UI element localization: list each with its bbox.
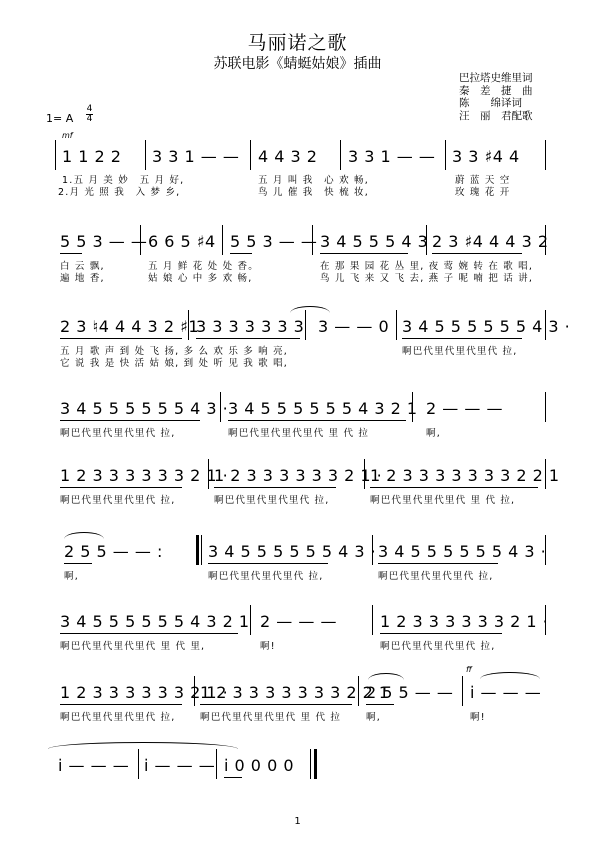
- barline: [188, 310, 189, 340]
- r6-m3-notes: 3 4 5 5 5 5 5 5 4 3 ·: [378, 542, 547, 561]
- r1-lyric2-b: 鸟 儿 催 我 快 梳 妆,: [258, 187, 369, 198]
- barline: [358, 676, 359, 706]
- r1-m2-notes: 3 3 1 — —: [152, 147, 240, 166]
- barline-start: [55, 140, 56, 170]
- r2-lyric1-b: 五 月 鲜 花 处 处 香。: [148, 261, 259, 272]
- credit-arranger: 汪 丽 君配歌: [459, 109, 533, 122]
- final-barline-thin: [310, 749, 311, 779]
- r6-m1-notes: 2 5 5 — — :: [64, 542, 163, 561]
- r9-m3-notes: i̇ 0 0 0 0: [224, 756, 295, 775]
- r2-lyric1-a: 白 云 飘,: [60, 261, 105, 272]
- r5-lyric1-c: 啊巴代里代里代里代 里 代 拉,: [370, 495, 516, 506]
- barline: [545, 392, 546, 422]
- r5-m1-notes: 1 2 3 3 3 3 3 3 2 1 ·: [60, 466, 229, 485]
- barline: [222, 225, 223, 255]
- repeat-barline-thin: [201, 535, 202, 565]
- barline: [445, 140, 446, 170]
- r7-m1-notes: 3 4 5 5 5 5 5 5 4 3 2 1: [60, 612, 250, 631]
- r7-m2-notes: 2 — — —: [260, 612, 337, 631]
- r4-m1-notes: 3 4 5 5 5 5 5 5 4 3 ·: [60, 399, 229, 418]
- r7-lyric1-b: 啊!: [260, 641, 276, 652]
- barline: [312, 225, 313, 255]
- r9-m2-notes: i̇ — — —: [144, 756, 216, 775]
- barline: [250, 140, 251, 170]
- r5-m3-notes: 1 2 3 3 3 3 3 3 3 2 2 1: [370, 466, 560, 485]
- barline: [208, 459, 209, 489]
- barline: [250, 605, 251, 635]
- r8-m4-notes: i̇ — — —: [470, 683, 542, 702]
- barline: [145, 140, 146, 170]
- credit-translator: 陈 绵译词: [459, 97, 522, 109]
- r5-lyric1-b: 啊巴代里代里代里代 拉,: [214, 495, 330, 506]
- barline: [305, 310, 306, 340]
- r8-m1-notes: 1 2 3 3 3 3 3 3 2 1 ·: [60, 683, 229, 702]
- barline: [340, 140, 341, 170]
- r2-lyric2-c: 鸟 儿 飞 来 又 飞 去, 燕 子 呢 喃 把 话 讲,: [320, 273, 534, 284]
- r5-lyric1-a: 啊巴代里代里代里代 拉,: [60, 495, 176, 506]
- r2-m4-notes: 3 4 5 5 5 4 3: [320, 232, 429, 251]
- barline: [545, 310, 546, 340]
- r1-lyric2-a: 2.月 光 照 我 入 梦 乡,: [58, 187, 181, 198]
- r5-m2-notes: 1 2 3 3 3 3 3 3 2 1 ·: [214, 466, 383, 485]
- slur: [368, 673, 404, 680]
- barline: [426, 225, 427, 255]
- r2-m5-notes: 2 3 ♯4 4 4 3 2: [432, 232, 549, 251]
- credits-block: [459, 72, 533, 122]
- song-title: 马丽诺之歌: [247, 32, 348, 54]
- barline: [545, 225, 546, 255]
- barline: [545, 605, 546, 635]
- r8-lyric1-d: 啊!: [470, 712, 486, 723]
- barline: [364, 459, 365, 489]
- barline: [545, 140, 546, 170]
- r8-lyric1-a: 啊巴代里代里代里代 拉,: [60, 712, 176, 723]
- barline: [545, 459, 546, 489]
- page-number: 1: [294, 816, 301, 827]
- slur: [64, 532, 104, 539]
- barline: [194, 676, 195, 706]
- r2-m1-notes: 5 5 3 — —: [60, 232, 148, 251]
- tie: [48, 742, 238, 749]
- r3-lyric2-a: 它 说 我 是 快 活 姑 娘, 到 处 听 见 我 歌 唱,: [60, 358, 289, 369]
- r2-lyric1-c: 在 那 果 园 花 丛 里, 夜 莺 婉 转 在 歌 唱,: [320, 261, 534, 272]
- r1-lyric1-a: 1.五 月 美 妙 五 月 好,: [62, 175, 185, 186]
- r4-m2-notes: 3 4 5 5 5 5 5 5 4 3 2 1: [228, 399, 418, 418]
- r7-m3-notes: 1 2 3 3 3 3 3 3 2 1 ·: [380, 612, 549, 631]
- dynamic-ff: ff: [466, 665, 472, 674]
- song-subtitle: 苏联电影《蜻蜓姑娘》插曲: [213, 56, 382, 72]
- barline: [138, 749, 139, 779]
- r4-lyric1-b: 啊巴代里代里代里代 里 代 拉: [228, 428, 370, 439]
- credit-lyricist: 巴拉塔史维里词: [459, 72, 533, 84]
- barline: [462, 676, 463, 706]
- barline: [545, 535, 546, 565]
- r3-m1-notes: 2 3 ♮4 4 4 3 2 ♯1: [60, 317, 199, 336]
- r1-m5-notes: 3 3 ♯4 4: [452, 147, 520, 166]
- tie: [480, 672, 540, 679]
- barline: [412, 392, 413, 422]
- r3-m4-notes: 3 4 5 5 5 5 5 5 4 3 ·: [402, 317, 571, 336]
- r2-m3-notes: 5 5 3 — —: [230, 232, 318, 251]
- r4-lyric1-a: 啊巴代里代里代里代 拉,: [60, 428, 176, 439]
- r1-lyric1-c: 蔚 蓝 天 空: [455, 175, 511, 186]
- r1-m4-notes: 3 3 1 — —: [348, 147, 436, 166]
- r8-lyric1-c: 啊,: [366, 712, 381, 723]
- barline: [216, 749, 217, 779]
- time-signature-bottom: 4: [86, 114, 93, 124]
- r7-lyric1-c: 啊巴代里代里代里代 拉,: [380, 641, 496, 652]
- r3-m2-notes: 3 3 3 3 3 3 3: [196, 317, 305, 336]
- credit-composer: 秦 差 捷 曲: [459, 84, 533, 97]
- dynamic-mf: mf: [62, 131, 73, 140]
- tie: [290, 306, 330, 313]
- r6-lyric1-c: 啊巴代里代里代里代 拉,: [378, 571, 494, 582]
- barline: [140, 225, 141, 255]
- r3-m3-notes: 3 — — 0: [318, 317, 390, 336]
- r8-m2-notes: 1 2 3 3 3 3 3 3 3 2 2 1: [200, 683, 390, 702]
- r9-m1-notes: i̇ — — —: [58, 756, 130, 775]
- r8-m3-notes: 2 5 5 — —: [366, 683, 454, 702]
- r2-lyric2-a: 遍 地 香,: [60, 273, 105, 284]
- r2-m2-notes: 6 6 5 ♯4: [148, 232, 216, 251]
- r1-m3-notes: 4 4 3 2: [258, 147, 318, 166]
- r3-lyric1-a: 五 月 歌 声 到 处 飞 扬, 多 么 欢 乐 多 响 亮,: [60, 346, 289, 357]
- barline: [396, 310, 397, 340]
- r1-lyric1-b: 五 月 叫 我 心 欢 畅,: [258, 175, 369, 186]
- barline: [372, 605, 373, 635]
- r3-lyric1-b: 啊巴代里代里代里代 拉,: [402, 346, 518, 357]
- r6-m2-notes: 3 4 5 5 5 5 5 5 4 3 ·: [208, 542, 377, 561]
- time-signature: [86, 105, 93, 124]
- r4-lyric1-c: 啊,: [426, 428, 441, 439]
- time-signature-top: 4: [86, 104, 93, 114]
- r1-m1-notes: 1 1 2 2: [62, 147, 122, 166]
- barline: [220, 392, 221, 422]
- r8-lyric1-b: 啊巴代里代里代里代 里 代 拉: [200, 712, 342, 723]
- final-barline-thick: [314, 749, 317, 779]
- r2-lyric2-b: 姑 娘 心 中 多 欢 畅,: [148, 273, 253, 284]
- r6-lyric1-b: 啊巴代里代里代里代 拉,: [208, 571, 324, 582]
- r1-lyric2-c: 玫 瑰 花 开: [455, 187, 511, 198]
- repeat-barline: [196, 535, 199, 565]
- r4-m3-notes: 2 — — —: [426, 399, 503, 418]
- r6-lyric1-a: 啊,: [64, 571, 79, 582]
- key-signature: 1= A: [46, 112, 74, 125]
- barline: [372, 535, 373, 565]
- r7-lyric1-a: 啊巴代里代里代里代 里 代 里,: [60, 641, 206, 652]
